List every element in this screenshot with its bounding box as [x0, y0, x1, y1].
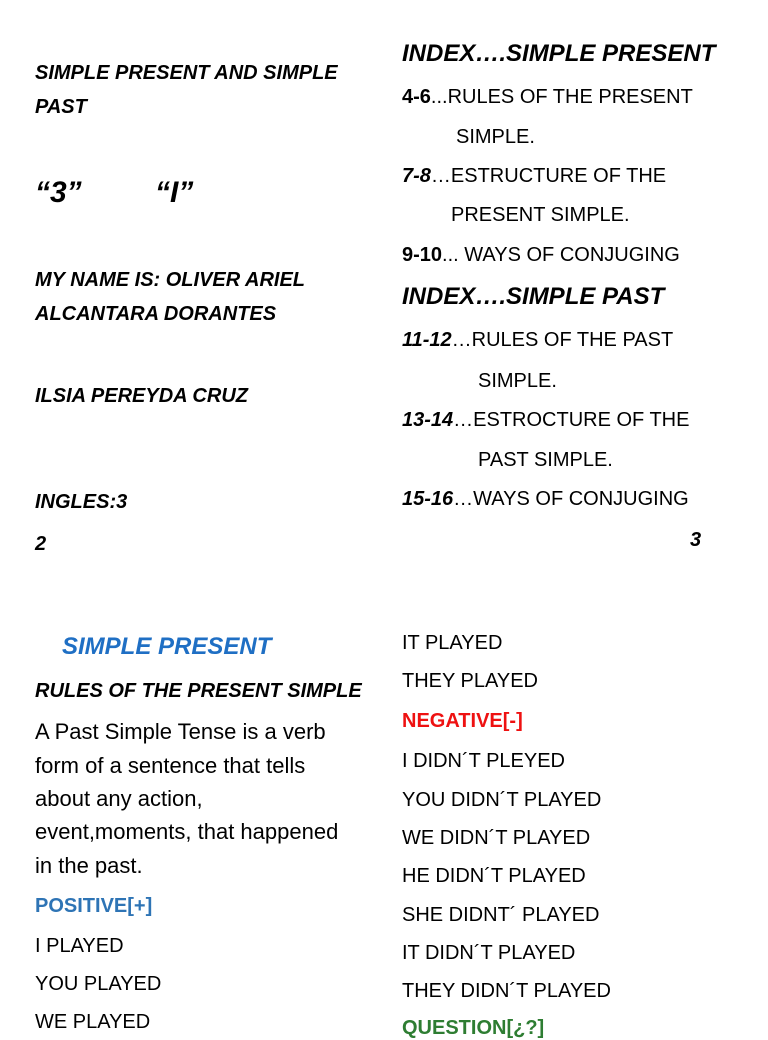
index-entry-text: …RULES OF THE PAST: [451, 329, 674, 351]
index-entry-text: …ESTRUCTURE OF THE: [430, 165, 667, 187]
lesson-subheading: RULES OF THE PRESENT SIMPLE: [35, 680, 362, 702]
index-entry-structure-past: [402, 408, 689, 432]
negative-example: WE DIDN´T PLAYED: [402, 827, 591, 849]
index-page-range: 9-10: [402, 244, 443, 266]
page-number-right: 3: [690, 529, 702, 551]
index-page-range: 4-6: [402, 86, 431, 108]
question-label: QUESTION[¿?]: [402, 1017, 545, 1039]
lesson-paragraph-line: in the past.: [35, 853, 143, 878]
index-page-range: 11-12: [402, 329, 452, 351]
negative-example: THEY DIDN´T PLAYED: [402, 980, 611, 1002]
student-name-line1: MY NAME IS: OLIVER ARIEL: [35, 269, 306, 291]
index-entry-text: …WAYS OF CONJUGING: [453, 488, 689, 510]
lesson-heading: SIMPLE PRESENT: [62, 633, 272, 660]
index-entry-rules-present: [402, 85, 693, 109]
index-page-range: 7-8: [402, 165, 431, 187]
negative-label: NEGATIVE[-]: [402, 710, 523, 732]
positive-example: THEY PLAYED: [402, 670, 538, 692]
index-present-heading: INDEX….SIMPLE PRESENT: [402, 40, 716, 67]
lesson-paragraph-line: A Past Simple Tense is a verb: [35, 719, 326, 744]
positive-example: WE PLAYED: [35, 1011, 151, 1033]
subject-label: INGLES:3: [35, 491, 128, 513]
index-entry-continuation: PRESENT SIMPLE.: [451, 204, 630, 226]
negative-example: YOU DIDN´T PLAYED: [402, 789, 602, 811]
index-entry-text: …ESTROCTURE OF THE: [453, 409, 690, 431]
index-past-heading: INDEX….SIMPLE PAST: [402, 283, 665, 310]
index-entry-continuation: SIMPLE.: [478, 370, 557, 392]
index-entry-continuation: PAST SIMPLE.: [478, 449, 613, 471]
index-entry-text: ... WAYS OF CONJUGING: [442, 244, 680, 266]
page-number-left: 2: [35, 533, 47, 555]
index-entry-continuation: SIMPLE.: [456, 126, 535, 148]
index-entry-conjugating-present: [402, 243, 680, 267]
lesson-paragraph-line: about any action,: [35, 786, 203, 811]
index-entry-rules-past: [402, 328, 673, 352]
positive-label: POSITIVE[+]: [35, 895, 153, 917]
student-name-line2: ALCANTARA DORANTES: [35, 303, 277, 325]
index-entry-structure-present: [402, 164, 666, 188]
teacher-name: ILSIA PEREYDA CRUZ: [35, 385, 248, 407]
cover-title-line2: PAST: [35, 96, 87, 118]
cover-title-line1: SIMPLE PRESENT AND SIMPLE: [35, 62, 338, 84]
index-entry-text: ...RULES OF THE PRESENT: [430, 86, 693, 108]
positive-example: YOU PLAYED: [35, 973, 162, 995]
lesson-paragraph-line: form of a sentence that tells: [35, 753, 306, 778]
negative-example: HE DIDN´T PLAYED: [402, 865, 586, 887]
positive-example: IT PLAYED: [402, 632, 503, 654]
index-page-range: 15-16: [402, 488, 454, 510]
positive-example: I PLAYED: [35, 935, 124, 957]
negative-example: I DIDN´T PLEYED: [402, 750, 565, 772]
index-page-range: 13-14: [402, 409, 454, 431]
negative-example: SHE DIDNT´ PLAYED: [402, 904, 600, 926]
index-entry-conjugating-past: [402, 487, 689, 511]
lesson-paragraph-line: event,moments, that happened: [35, 819, 339, 844]
grade-quote: “3”: [35, 176, 82, 209]
negative-example: IT DIDN´T PLAYED: [402, 942, 576, 964]
group-quote: “I”: [155, 176, 194, 209]
